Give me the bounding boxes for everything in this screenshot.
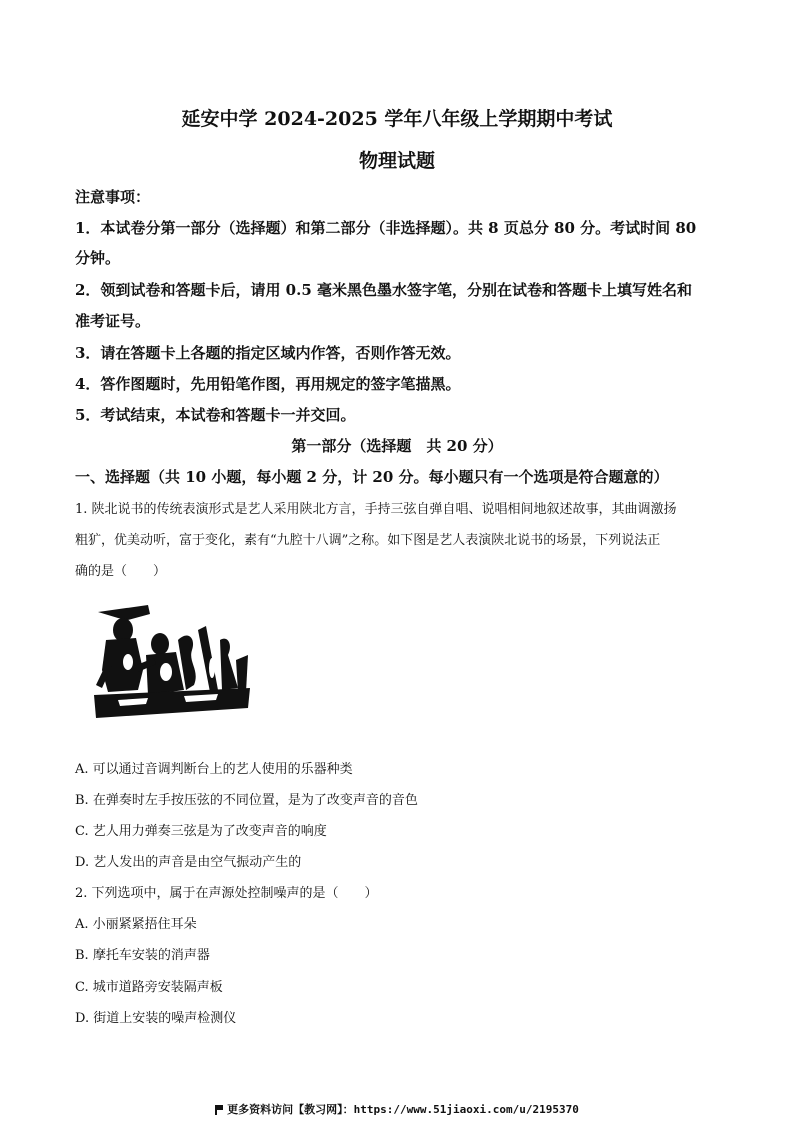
question-2-option-a: A. 小丽紧紧捂住耳朵 (75, 917, 197, 932)
notice-line: 4．答作图题时，先用铅笔作图，再用规定的签字笔描黑。 (75, 375, 461, 393)
question-1-option-d: D. 艺人发出的声音是由空气振动产生的 (75, 855, 302, 870)
notice-line: 3．请在答题卡上各题的指定区域内作答，否则作答无效。 (75, 344, 461, 362)
section-heading: 一、选择题（共 10 小题，每小题 2 分，计 20 分。每小题只有一个选项是符合题意的） (75, 468, 669, 486)
notice-line: 2．领到试卷和答题卡后，请用 0.5 毫米黑色墨水签字笔，分别在试卷和答题卡上填写姓名和 (75, 281, 692, 299)
footer-link[interactable]: 更多资料访问【教习网】：https://www.51jiaoxi.com/u/2195370 (227, 1103, 579, 1116)
notice-heading: 注意事项： (75, 188, 151, 206)
notice-line: 5．考试结束，本试卷和答题卡一并交回。 (75, 406, 356, 424)
question-2-option-d: D. 街道上安装的噪声检测仪 (75, 1011, 237, 1026)
flag-icon (215, 1105, 223, 1114)
question-1-option-a: A. 可以通过音调判断台上的艺人使用的乐器种类 (75, 762, 353, 777)
question-1-stem: 确的是（ ） (75, 564, 167, 579)
question-2-stem: 2. 下列选项中，属于在声源处控制噪声的是（ ） (75, 886, 378, 901)
question-1-option-c: C. 艺人用力弹奏三弦是为了改变声音的响度 (75, 824, 327, 839)
question-2-option-b: B. 摩托车安装的消声器 (75, 948, 210, 963)
part-title: 第一部分（选择题 共 20 分） (291, 437, 503, 455)
question-1-stem: 粗犷，优美动听，富于变化，素有“九腔十八调”之称。如下图是艺人表演陕北说书的场景，下列说法正 (75, 533, 661, 548)
exam-title: 延安中学 2024-2025 学年八年级上学期期中考试 (181, 108, 613, 130)
question-1-option-b: B. 在弹奏时左手按压弦的不同位置，是为了改变声音的音色 (75, 793, 418, 808)
storytelling-performance-illustration (88, 600, 253, 728)
footer (0, 1101, 794, 1117)
notice-line: 准考证号。 (75, 312, 151, 330)
exam-subject: 物理试题 (358, 150, 435, 172)
question-2-option-c: C. 城市道路旁安装隔声板 (75, 980, 223, 995)
notice-line: 1．本试卷分第一部分（选择题）和第二部分（非选择题）。共 8 页总分 80 分。考试时间 80 (75, 219, 697, 237)
question-1-stem: 1. 陕北说书的传统表演形式是艺人采用陕北方言，手持三弦自弹自唱、说唱相间地叙述故事，其曲调激扬 (75, 502, 677, 517)
notice-line: 分钟。 (75, 249, 121, 267)
